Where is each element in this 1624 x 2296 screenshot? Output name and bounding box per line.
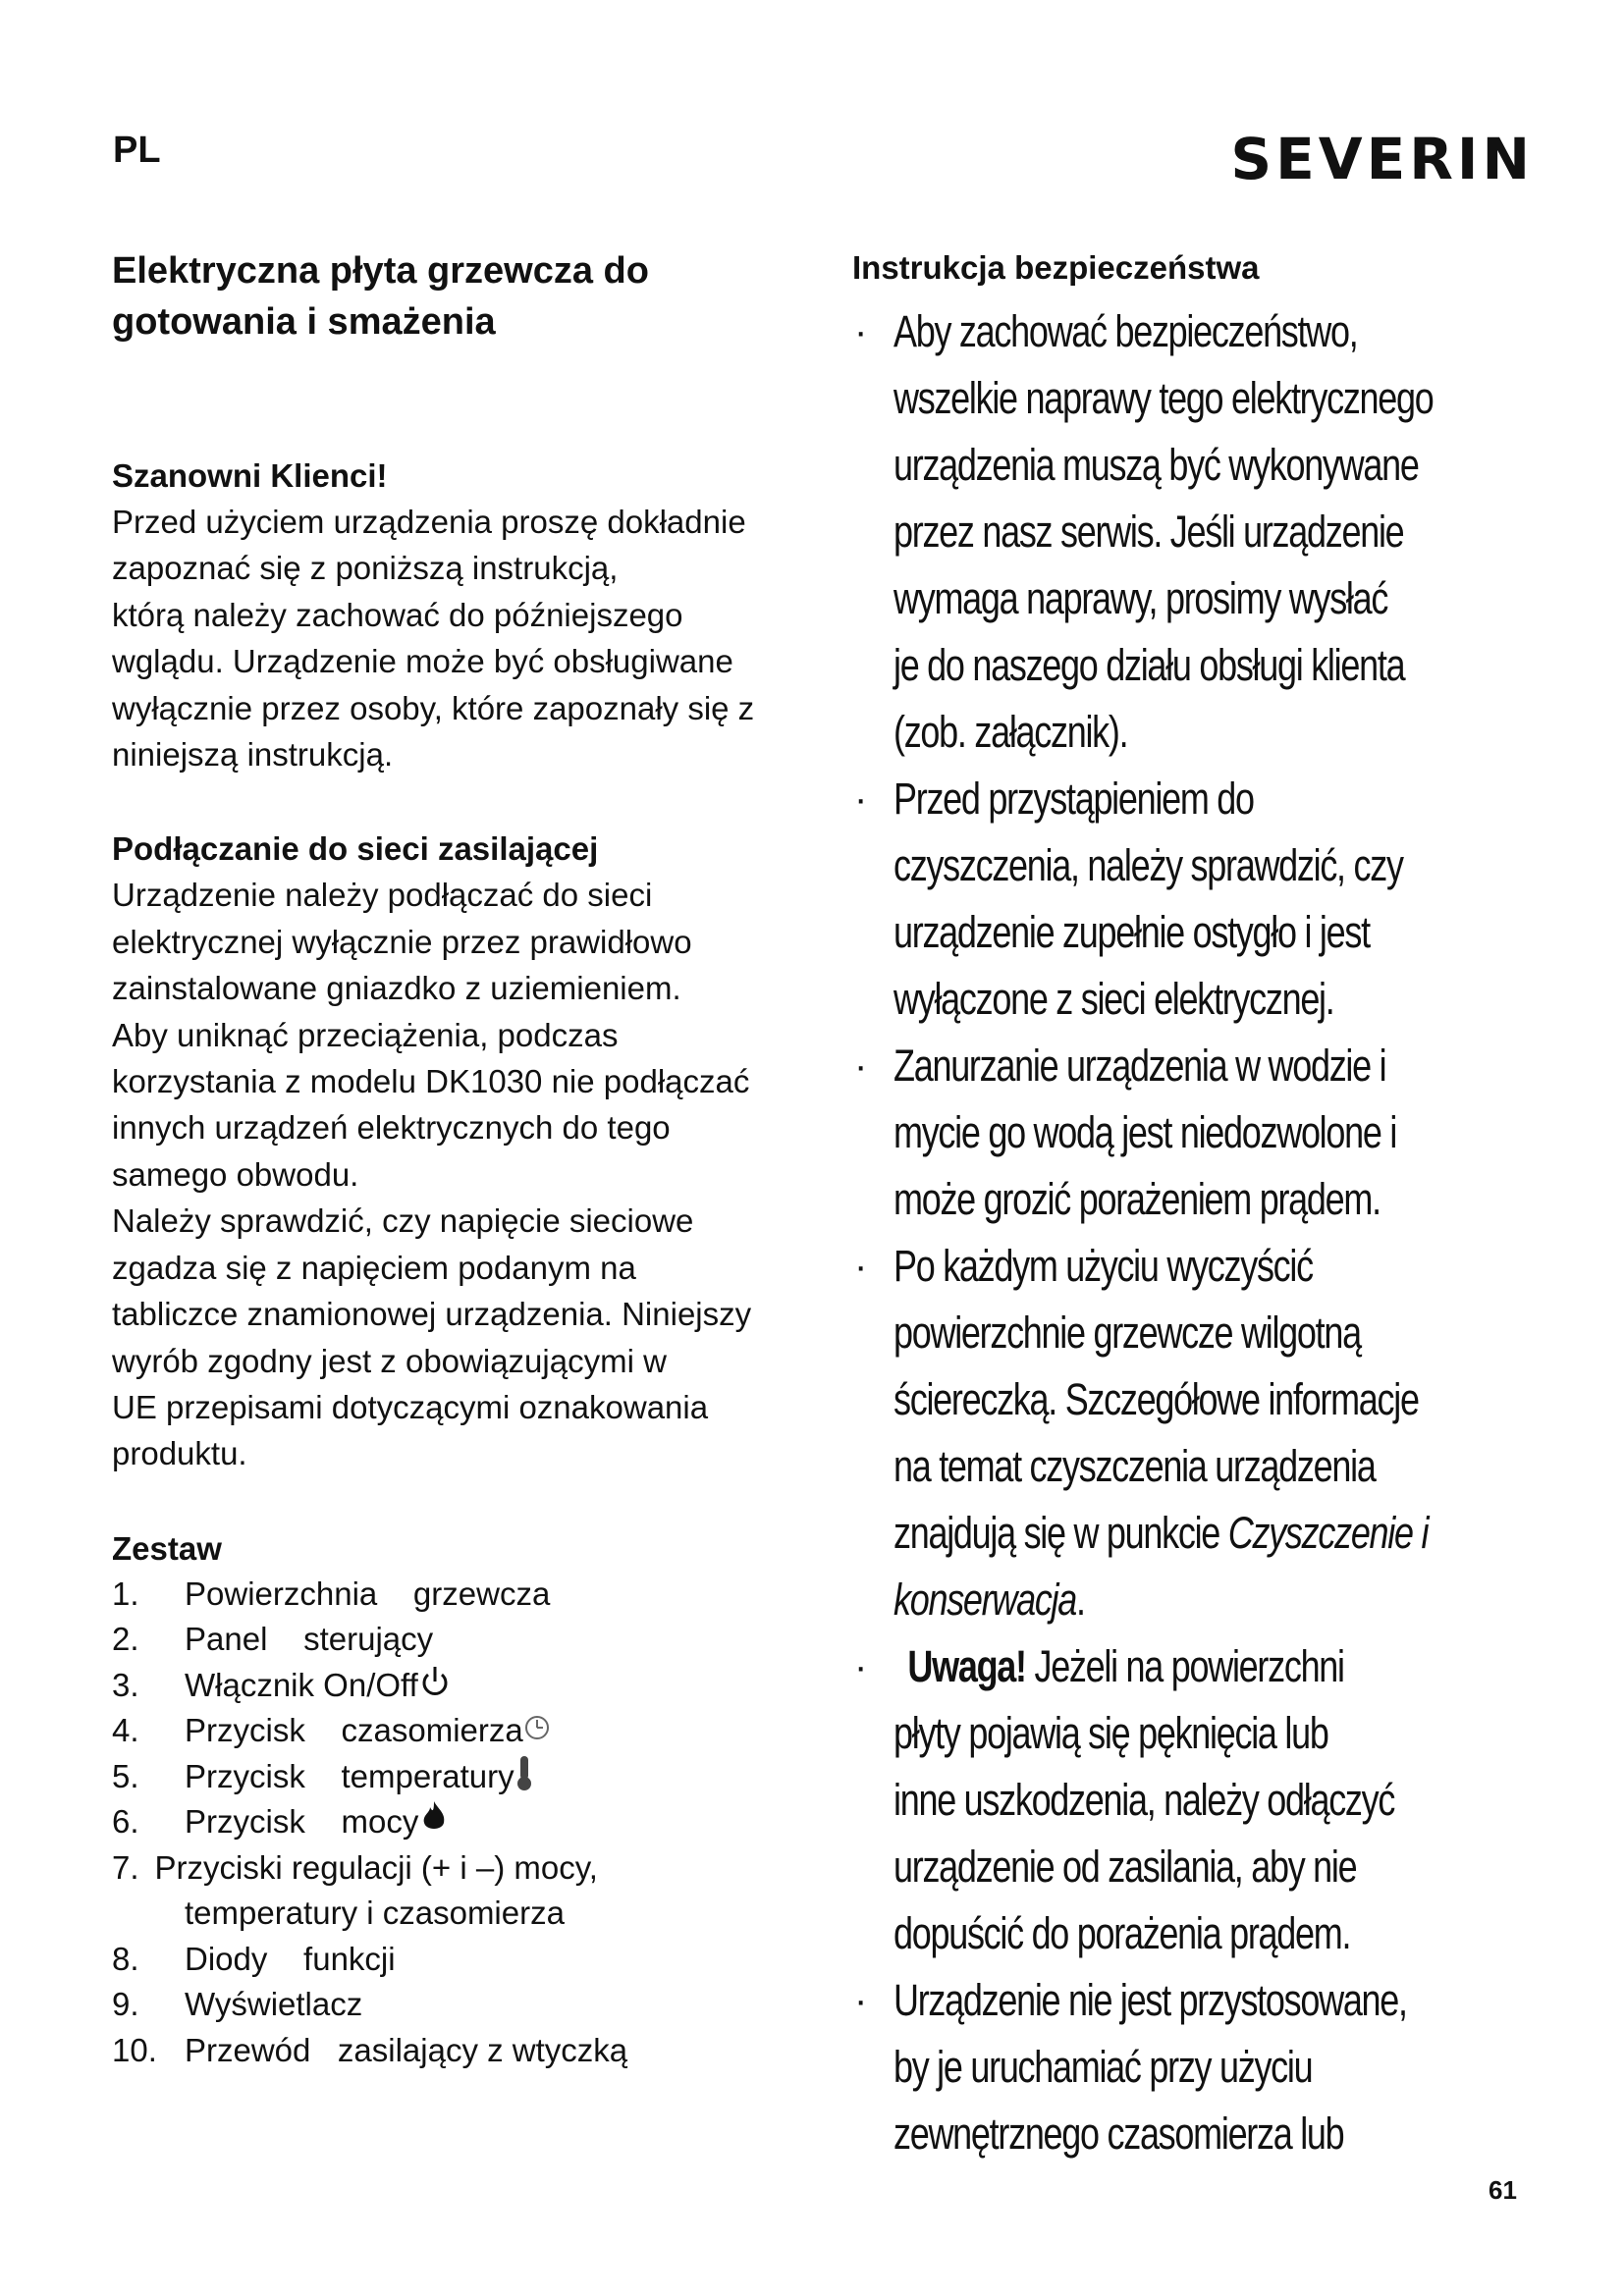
section-heading: Zestaw <box>112 1529 222 1567</box>
text-line: przez nasz serwis. Jeśli urządzenie <box>893 507 1404 557</box>
text-line: czyszczenia, należy sprawdzić, czy <box>893 840 1403 890</box>
text-line: inne uszkodzenia, należy odłączyć <box>893 1775 1395 1825</box>
item-number: 6. <box>112 1803 139 1841</box>
text-line: Urządzenie należy podłączać do sieci <box>112 877 653 914</box>
item-text: Diody funkcji <box>185 1940 396 1977</box>
item-text: Powierzchnia grzewcza <box>185 1575 551 1612</box>
text-line: na temat czyszczenia urządzenia <box>893 1441 1376 1491</box>
list-item <box>112 2028 799 2074</box>
thermometer-icon <box>514 1754 548 1788</box>
safety-bullet <box>852 1233 1540 1633</box>
text-line: mycie go wodą jest niedozwolone i <box>893 1107 1397 1157</box>
greeting-section <box>112 454 799 777</box>
bullet-mark: · <box>854 777 866 821</box>
item-number: 5. <box>112 1757 139 1794</box>
text-line: Po każdym użyciu wyczyścić <box>893 1241 1313 1291</box>
language-code: PL <box>113 130 161 171</box>
text-line: wymaga naprawy, prosimy wysłać <box>893 573 1388 623</box>
safety-list <box>852 298 1540 2167</box>
text-line: ściereczką. Szczegółowe informacje <box>893 1374 1419 1424</box>
text-line: Aby zachować bezpieczeństwo, <box>893 306 1358 356</box>
text-line: wglądu. Urządzenie może być obsługiwane <box>112 643 733 680</box>
item-text: Włącznik On/Off <box>185 1666 418 1703</box>
left-column <box>112 245 799 2073</box>
text-line: produktu. <box>112 1435 247 1472</box>
list-item <box>112 1754 799 1800</box>
text-line: zewnętrznego czasomierza lub <box>893 2109 1344 2159</box>
section-heading: Szanowni Klienci! <box>112 457 388 494</box>
text-line: może grozić porażeniem prądem. <box>893 1174 1380 1224</box>
list-item-continuation <box>112 1891 799 1937</box>
item-text: Przycisk mocy <box>185 1803 419 1841</box>
kit-list <box>112 1572 799 2074</box>
item-text: Wyświetlacz <box>185 1986 363 2023</box>
text-line: zapoznać się z poniższą instrukcją, <box>112 550 619 587</box>
list-item <box>112 1845 799 1892</box>
kit-section <box>112 1526 799 2074</box>
bullet-mark: · <box>854 1645 866 1688</box>
text-line: korzystania z modelu DK1030 nie podłączać <box>112 1063 750 1100</box>
item-number: 1. <box>112 1575 139 1612</box>
safety-bullet <box>852 1033 1540 1233</box>
item-text: Przycisk czasomierza <box>185 1712 523 1749</box>
text-line <box>893 1500 1428 1567</box>
text-line: wyłącznie przez osoby, które zapoznały się z <box>112 689 755 726</box>
text-line: Zanurzanie urządzenia w wodzie i <box>893 1041 1386 1091</box>
text-line: wszelkie naprawy tego elektrycznego <box>893 373 1434 423</box>
item-number: 10. <box>112 2031 157 2068</box>
text-line: niniejszą instrukcją. <box>112 736 394 774</box>
safety-bullet <box>852 298 1540 766</box>
text-line <box>893 1567 1428 1633</box>
item-text: temperatury i czasomierza <box>185 1895 565 1932</box>
bullet-mark: · <box>854 1979 866 2022</box>
text-line: wyłączone z sieci elektrycznej. <box>893 974 1334 1024</box>
list-item <box>112 1708 799 1754</box>
item-text: Przewód zasilający z wtyczką <box>185 2031 628 2068</box>
italic-reference: konserwacja <box>893 1575 1077 1625</box>
text-line: elektrycznej wyłącznie przez prawidłowo <box>112 923 692 960</box>
text-line: płyty pojawią się pęknięcia lub <box>893 1708 1328 1758</box>
text-line: Przed przystąpieniem do <box>893 774 1254 824</box>
text-line: zgadza się z napięciem podanym na <box>112 1249 636 1286</box>
paragraph <box>112 872 799 1476</box>
flame-icon <box>418 1799 452 1833</box>
list-item <box>112 1617 799 1663</box>
safety-bullet <box>852 766 1540 1033</box>
text-line: (zob. załącznik). <box>893 707 1128 757</box>
title-line: Elektryczna płyta grzewcza do <box>112 250 649 292</box>
text-line: tabliczce znamionowej urządzenia. Niniejszy <box>112 1296 752 1333</box>
safety-bullet <box>852 1967 1540 2167</box>
power-icon <box>418 1663 452 1696</box>
item-text: Przycisk temperatury <box>185 1757 514 1794</box>
text-line: Aby uniknąć przeciążenia, podczas <box>112 1016 619 1053</box>
page-title <box>112 245 799 347</box>
paragraph <box>112 499 799 777</box>
warning-label: Uwaga! <box>907 1641 1026 1691</box>
text-line: UE przepisami dotyczącymi oznakowania <box>112 1388 709 1425</box>
text-segment: Jeżeli na powierzchni <box>1025 1641 1344 1691</box>
list-item <box>112 1982 799 2028</box>
text-line: wyrób zgodny jest z obowiązującymi w <box>112 1342 667 1379</box>
title-line: gotowania i smażenia <box>112 301 496 343</box>
text-line <box>893 1633 1394 1700</box>
list-item <box>112 1663 799 1709</box>
text-line: Urządzenie nie jest przystosowane, <box>893 1975 1407 2025</box>
text-line: urządzenia muszą być wykonywane <box>893 440 1419 490</box>
item-text: Panel sterujący <box>185 1621 434 1658</box>
right-column <box>852 245 1540 2167</box>
item-number: 7. <box>112 1848 139 1886</box>
text-line: Przed użyciem urządzenia proszę dokładnie <box>112 504 746 540</box>
text-line: którą należy zachować do późniejszego <box>112 596 683 633</box>
timer-icon <box>523 1708 557 1741</box>
text-line: powierzchnie grzewcze wilgotną <box>893 1308 1361 1358</box>
safety-bullet <box>852 1633 1540 1967</box>
section-heading: Podłączanie do sieci zasilającej <box>112 830 599 868</box>
text-segment: znajdują się w punkcie <box>893 1508 1228 1558</box>
bullet-mark: · <box>854 310 866 353</box>
list-item <box>112 1572 799 1618</box>
item-number: 9. <box>112 1986 139 2023</box>
text-line: zainstalowane gniazdko z uziemieniem. <box>112 970 681 1007</box>
page-number: 61 <box>1489 2175 1517 2205</box>
bullet-mark: · <box>854 1245 866 1288</box>
connection-section <box>112 827 799 1476</box>
text-line: innych urządzeń elektrycznych do tego <box>112 1109 671 1147</box>
text-line: urządzenie od zasilania, aby nie <box>893 1842 1357 1892</box>
list-item <box>112 1937 799 1983</box>
item-number: 3. <box>112 1666 139 1703</box>
brand-logo: SEVERIN <box>1230 126 1534 192</box>
text-line: urządzenie zupełnie ostygło i jest <box>893 907 1370 957</box>
text-line: Należy sprawdzić, czy napięcie sieciowe <box>112 1202 694 1240</box>
item-number: 2. <box>112 1621 139 1658</box>
italic-reference: Czyszczenie i <box>1227 1508 1429 1558</box>
text-line: by je uruchamiać przy użyciu <box>893 2042 1313 2092</box>
item-text: Przyciski regulacji (+ i –) mocy, <box>154 1848 598 1886</box>
bullet-mark: · <box>854 1044 866 1088</box>
text-segment: . <box>1076 1575 1085 1625</box>
item-number: 8. <box>112 1940 139 1977</box>
list-item <box>112 1799 799 1845</box>
text-line: dopuścić do porażenia prądem. <box>893 1908 1351 1958</box>
text-line: je do naszego działu obsługi klienta <box>893 640 1405 690</box>
item-number: 4. <box>112 1712 139 1749</box>
section-heading: Instrukcja bezpieczeństwa <box>852 249 1260 286</box>
text-line: samego obwodu. <box>112 1155 359 1193</box>
